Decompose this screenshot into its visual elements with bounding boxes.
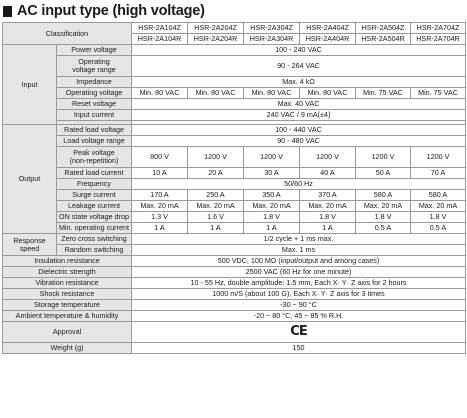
value-surge-current: 580 A [411,190,466,201]
value-leakage-current: Max. 20 mA [356,201,411,212]
value-peak-voltage: 1200 V [188,147,244,168]
value-min-operating-current: 0.5 A [356,223,411,234]
label-insulation: Insulation resistance [3,256,132,267]
label-reset-voltage: Reset voltage [57,99,132,110]
label-frequency: Frequency [57,179,132,190]
group-output: Output [3,125,57,234]
value-rated-load-current: 50 A [356,168,411,179]
value-power-voltage: 100 - 240 VAC [132,45,466,56]
label-weight: Weight (g) [3,343,132,354]
value-peak-voltage: 1200 V [244,147,300,168]
model-r: HSR-2A404R [300,34,356,45]
model-r: HSR-2A204R [188,34,244,45]
value-peak-voltage: 1200 V [356,147,411,168]
spec-table [2,22,466,354]
classification-header: Classification [3,23,132,45]
value-surge-current: 370 A [300,190,356,201]
value-on-state-drop: 1.8 V [356,212,411,223]
value-rated-load-current: 70 A [411,168,466,179]
row-shock [3,289,466,300]
label-operating-voltage: Operating voltage [57,88,132,99]
value-rated-load-current: 30 A [244,168,300,179]
model-r: HSR-2A704R [411,34,466,45]
value-operating-voltage: Min. 80 VAC [244,88,300,99]
value-reset-voltage: Max. 40 VAC [132,99,466,110]
row-power-voltage [3,45,466,56]
value-dielectric: 2500 VAC (60 Hz for one minute) [132,267,466,278]
model-z: HSR-2A204Z [188,23,244,34]
value-rated-load-current: 10 A [132,168,188,179]
value-surge-current: 350 A [244,190,300,201]
label-approval: Approval [3,322,132,343]
label-ambient: Ambient temperature & humidity [3,311,132,322]
value-impedance: Max. 4 kΩ [132,77,466,88]
value-peak-voltage: 800 V [132,147,188,168]
value-rated-load-current: 20 A [188,168,244,179]
value-frequency: 50/60 Hz [132,179,466,190]
value-operating-voltage: Min. 75 VAC [411,88,466,99]
value-min-operating-current: 1 A [188,223,244,234]
value-zero-cross: 1/2 cycle + 1 ms max. [132,234,466,245]
value-surge-current: 170 A [132,190,188,201]
page-title [2,2,205,20]
row-peak-voltage [3,147,466,168]
value-min-operating-current: 0.5 A [411,223,466,234]
value-rated-load-voltage: 100 - 440 VAC [132,125,466,136]
model-z: HSR-2A404Z [300,23,356,34]
row-vibration [3,278,466,289]
label-power-voltage: Power voltage [57,45,132,56]
row-operating-range [3,56,466,77]
value-approval [132,322,466,343]
value-operating-voltage: Min. 80 VAC [300,88,356,99]
label-peak-voltage: Peak voltage (non-repetition) [57,147,132,168]
ce-mark-icon: CE [290,324,307,340]
model-z: HSR-2A304Z [244,23,300,34]
label-shock: Shock resistance [3,289,132,300]
header-row-z [3,23,466,34]
label-impedance: Impedance [57,77,132,88]
value-leakage-current: Max. 20 mA [244,201,300,212]
row-weight [3,343,466,354]
row-dielectric [3,267,466,278]
label-load-voltage-range: Load voltage range [57,136,132,147]
group-response-speed: Response speed [3,234,57,256]
model-r: HSR-2A104R [132,34,188,45]
title-square-icon [3,6,12,17]
label-leakage-current: Leakage current [57,201,132,212]
row-random-switching [3,245,466,256]
value-surge-current: 250 A [188,190,244,201]
value-on-state-drop: 1.8 V [300,212,356,223]
value-operating-voltage: Min. 80 VAC [188,88,244,99]
row-input-current [3,110,466,121]
value-leakage-current: Max. 20 mA [411,201,466,212]
label-surge-current: Surge current [57,190,132,201]
value-on-state-drop: 1.8 V [411,212,466,223]
row-insulation [3,256,466,267]
label-zero-cross: Zero cross switching [57,234,132,245]
value-on-state-drop: 1.6 V [188,212,244,223]
value-weight: 150 [132,343,466,354]
label-min-operating-current: Min. operating current [57,223,132,234]
row-impedance [3,77,466,88]
value-input-current: 240 VAC / 9 mA(±4) [132,110,466,121]
row-surge-current [3,190,466,201]
value-leakage-current: Max. 20 mA [188,201,244,212]
value-min-operating-current: 1 A [300,223,356,234]
label-random-switching: Random switching [57,245,132,256]
label-dielectric: Dielectric strength [3,267,132,278]
value-shock: 1000 m/S (about 100 G), Each X· Y· Z axis for 3 times [132,289,466,300]
group-input: Input [3,45,57,125]
row-on-state-drop [3,212,466,223]
label-storage: Storage temperature [3,300,132,311]
value-storage: -30 ~ 90 °C [132,300,466,311]
value-operating-range: 90 - 264 VAC [132,56,466,77]
label-vibration: Vibration resistance [3,278,132,289]
model-r: HSR-2A304R [244,34,300,45]
value-leakage-current: Max. 20 mA [300,201,356,212]
row-zero-cross [3,234,466,245]
value-surge-current: 580 A [356,190,411,201]
value-ambient: -20 ~ 80 °C, 45 ~ 85 % R.H. [132,311,466,322]
label-rated-load-current: Rated load current [57,168,132,179]
value-operating-voltage: Min. 80 VAC [132,88,188,99]
row-leakage-current [3,201,466,212]
value-on-state-drop: 1.8 V [244,212,300,223]
value-min-operating-current: 1 A [132,223,188,234]
row-operating-voltage [3,88,466,99]
model-z: HSR-2A704Z [411,23,466,34]
value-rated-load-current: 40 A [300,168,356,179]
row-frequency [3,179,466,190]
row-approval [3,322,466,343]
label-rated-load-voltage: Rated load voltage [57,125,132,136]
value-peak-voltage: 1200 V [411,147,466,168]
row-storage [3,300,466,311]
value-vibration: 10 - 55 Hz, double amplitude: 1.5 mm, Each X· Y· Z axis for 2 hours [132,278,466,289]
label-input-current: Input current [57,110,132,121]
value-random-switching: Max. 1 ms [132,245,466,256]
model-z: HSR-2A104Z [132,23,188,34]
row-min-operating-current [3,223,466,234]
value-peak-voltage: 1200 V [300,147,356,168]
row-rated-load-current [3,168,466,179]
value-insulation: 500 VDC, 100 MΩ (input/output and among cases) [132,256,466,267]
row-load-voltage-range [3,136,466,147]
row-reset-voltage [3,99,466,110]
title-text: AC input type (high voltage) [17,3,205,19]
value-on-state-drop: 1.3 V [132,212,188,223]
value-min-operating-current: 1 A [244,223,300,234]
value-leakage-current: Max. 20 mA [132,201,188,212]
row-ambient [3,311,466,322]
model-r: HSR-2A504R [356,34,411,45]
value-load-voltage-range: 90 - 480 VAC [132,136,466,147]
model-z: HSR-2A504Z [356,23,411,34]
row-rated-load-voltage [3,125,466,136]
label-operating-range: Operating voltage range [57,56,132,77]
value-operating-voltage: Min. 75 VAC [356,88,411,99]
label-on-state-drop: ON state voltage drop [57,212,132,223]
